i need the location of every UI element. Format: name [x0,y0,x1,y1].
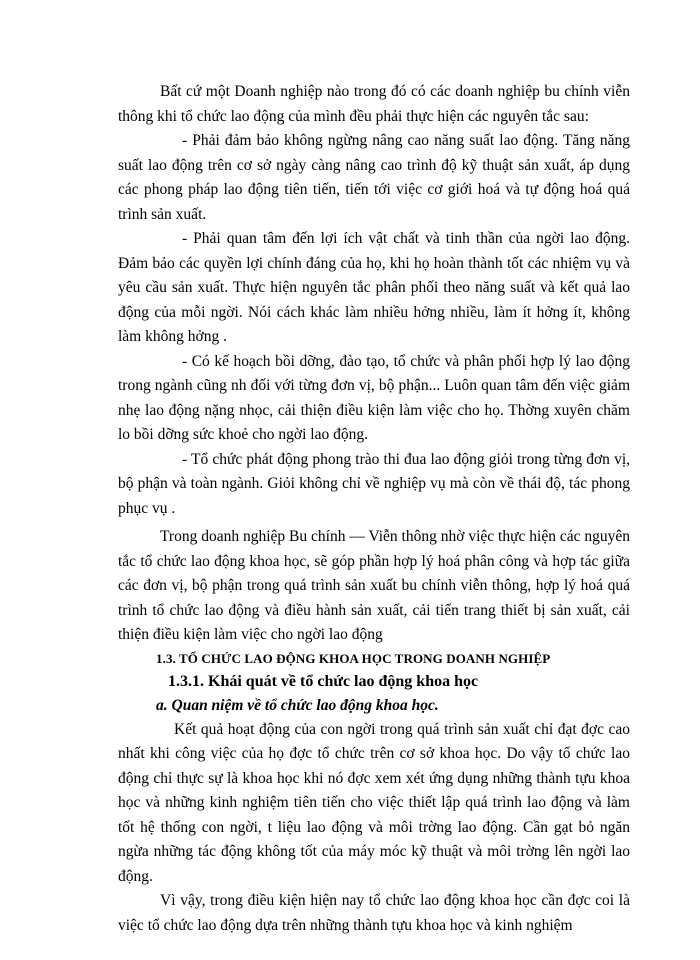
document-page [118,80,630,938]
paragraph-principle-4: - Tổ chức phát động phong trào thi đua lao động giỏi trong từng đơn vị, bộ phận và toàn ngành. Giỏi không chỉ về nghiệp vụ mà còn về thái độ, tác phong phục vụ . [118,450,630,517]
paragraph-intro: Bất cứ một Doanh nghiệp nào trong đó có các doanh nghiệp bu chính viễn thông khi tổ chức lao động của mình đều phải thực hiện các nguyên tắc sau: [118,83,630,125]
section-heading: 1.3. TỔ CHỨC LAO ĐỘNG KHOA HỌC TRONG DOANH NGHIỆP [156,650,551,666]
subsection-heading: 1.3.1. Khái quát về tổ chức lao động khoa học [168,672,479,690]
paragraph-conclusion: Vì vậy, trong điều kiện hiện nay tổ chức lao động khoa học cần đợc coi là việc tổ chức lao động dựa trên những thành tựu khoa học và kinh nghiệm [118,892,630,934]
paragraph-principle-3: - Có kế hoạch bồi dỡng, đào tạo, tổ chức và phân phối hợp lý lao động trong ngành cũng nh đối với từng đơn vị, bộ phận... Luôn quan tâm đến việc giảm nhẹ lao động nặng nhọc, cải thiện điều kiện làm việc cho họ. Thờng xuyên chăm lo bồi dỡng sức khoẻ cho ngời lao động. [118,352,630,443]
paragraph-summary: Trong doanh nghiệp Bu chính — Viễn thông nhờ việc thực hiện các nguyên tắc tổ chức lao động khoa học, sẽ góp phần hợp lý hoá phân công và hợp tác giữa các đơn vị, bộ phận trong quá trình sản xuất bu chính viễn thông, hợp lý hoá quá trình tổ chức lao động và điều hành sản xuất, cải tiến trang thiết bị sản xuất, cải thiện điều kiện làm việc cho ngời lao động [118,528,630,643]
paragraph-principle-2: - Phải quan tâm đến lợi ích vật chất và tinh thần của ngời lao động. Đảm bảo các quyền lợi chính đáng của họ, khi họ hoàn thành tốt các nhiệm vụ và yêu cầu sản xuất. Thực hiện nguyên tắc phân phối theo năng suất và kết quả lao động của mỗi ngời. Nói cách khác làm nhiều hởng nhiều, làm ít hởng ít, không làm không hởng . [118,230,630,345]
paragraph-concept: Kết quả hoạt động của con ngời trong quá trình sản xuất chỉ đạt đợc cao nhất khi công việc của họ đợc tổ chức trên cơ sở khoa học. Do vậy tổ chức lao động chỉ thực sự là khoa học khi nó đợc xem xét ứng dụng những thành tựu khoa học và những kinh nghiệm tiên tiến cho việc thiết lập quá trình lao động và làm tốt hệ thống con ngời, t liệu lao động và môi trờng lao động. Cần gạt bỏ ngăn ngừa những tác động không tốt của máy móc kỹ thuật và môi trờng lên ngời lao động. [118,720,630,885]
paragraph-principle-1: - Phải đảm bảo không ngừng nâng cao năng suất lao động. Tăng năng suất lao động trên cơ sở ngày càng nâng cao trình độ kỹ thuật sản xuất, áp dụng các phong pháp lao động tiên tiến, tiến tới việc cơ giới hoá và tự động hoá quá trình sản xuất. [118,132,630,223]
subsubsection-heading: a. Quan niệm về tổ chức lao động khoa học. [156,696,439,714]
